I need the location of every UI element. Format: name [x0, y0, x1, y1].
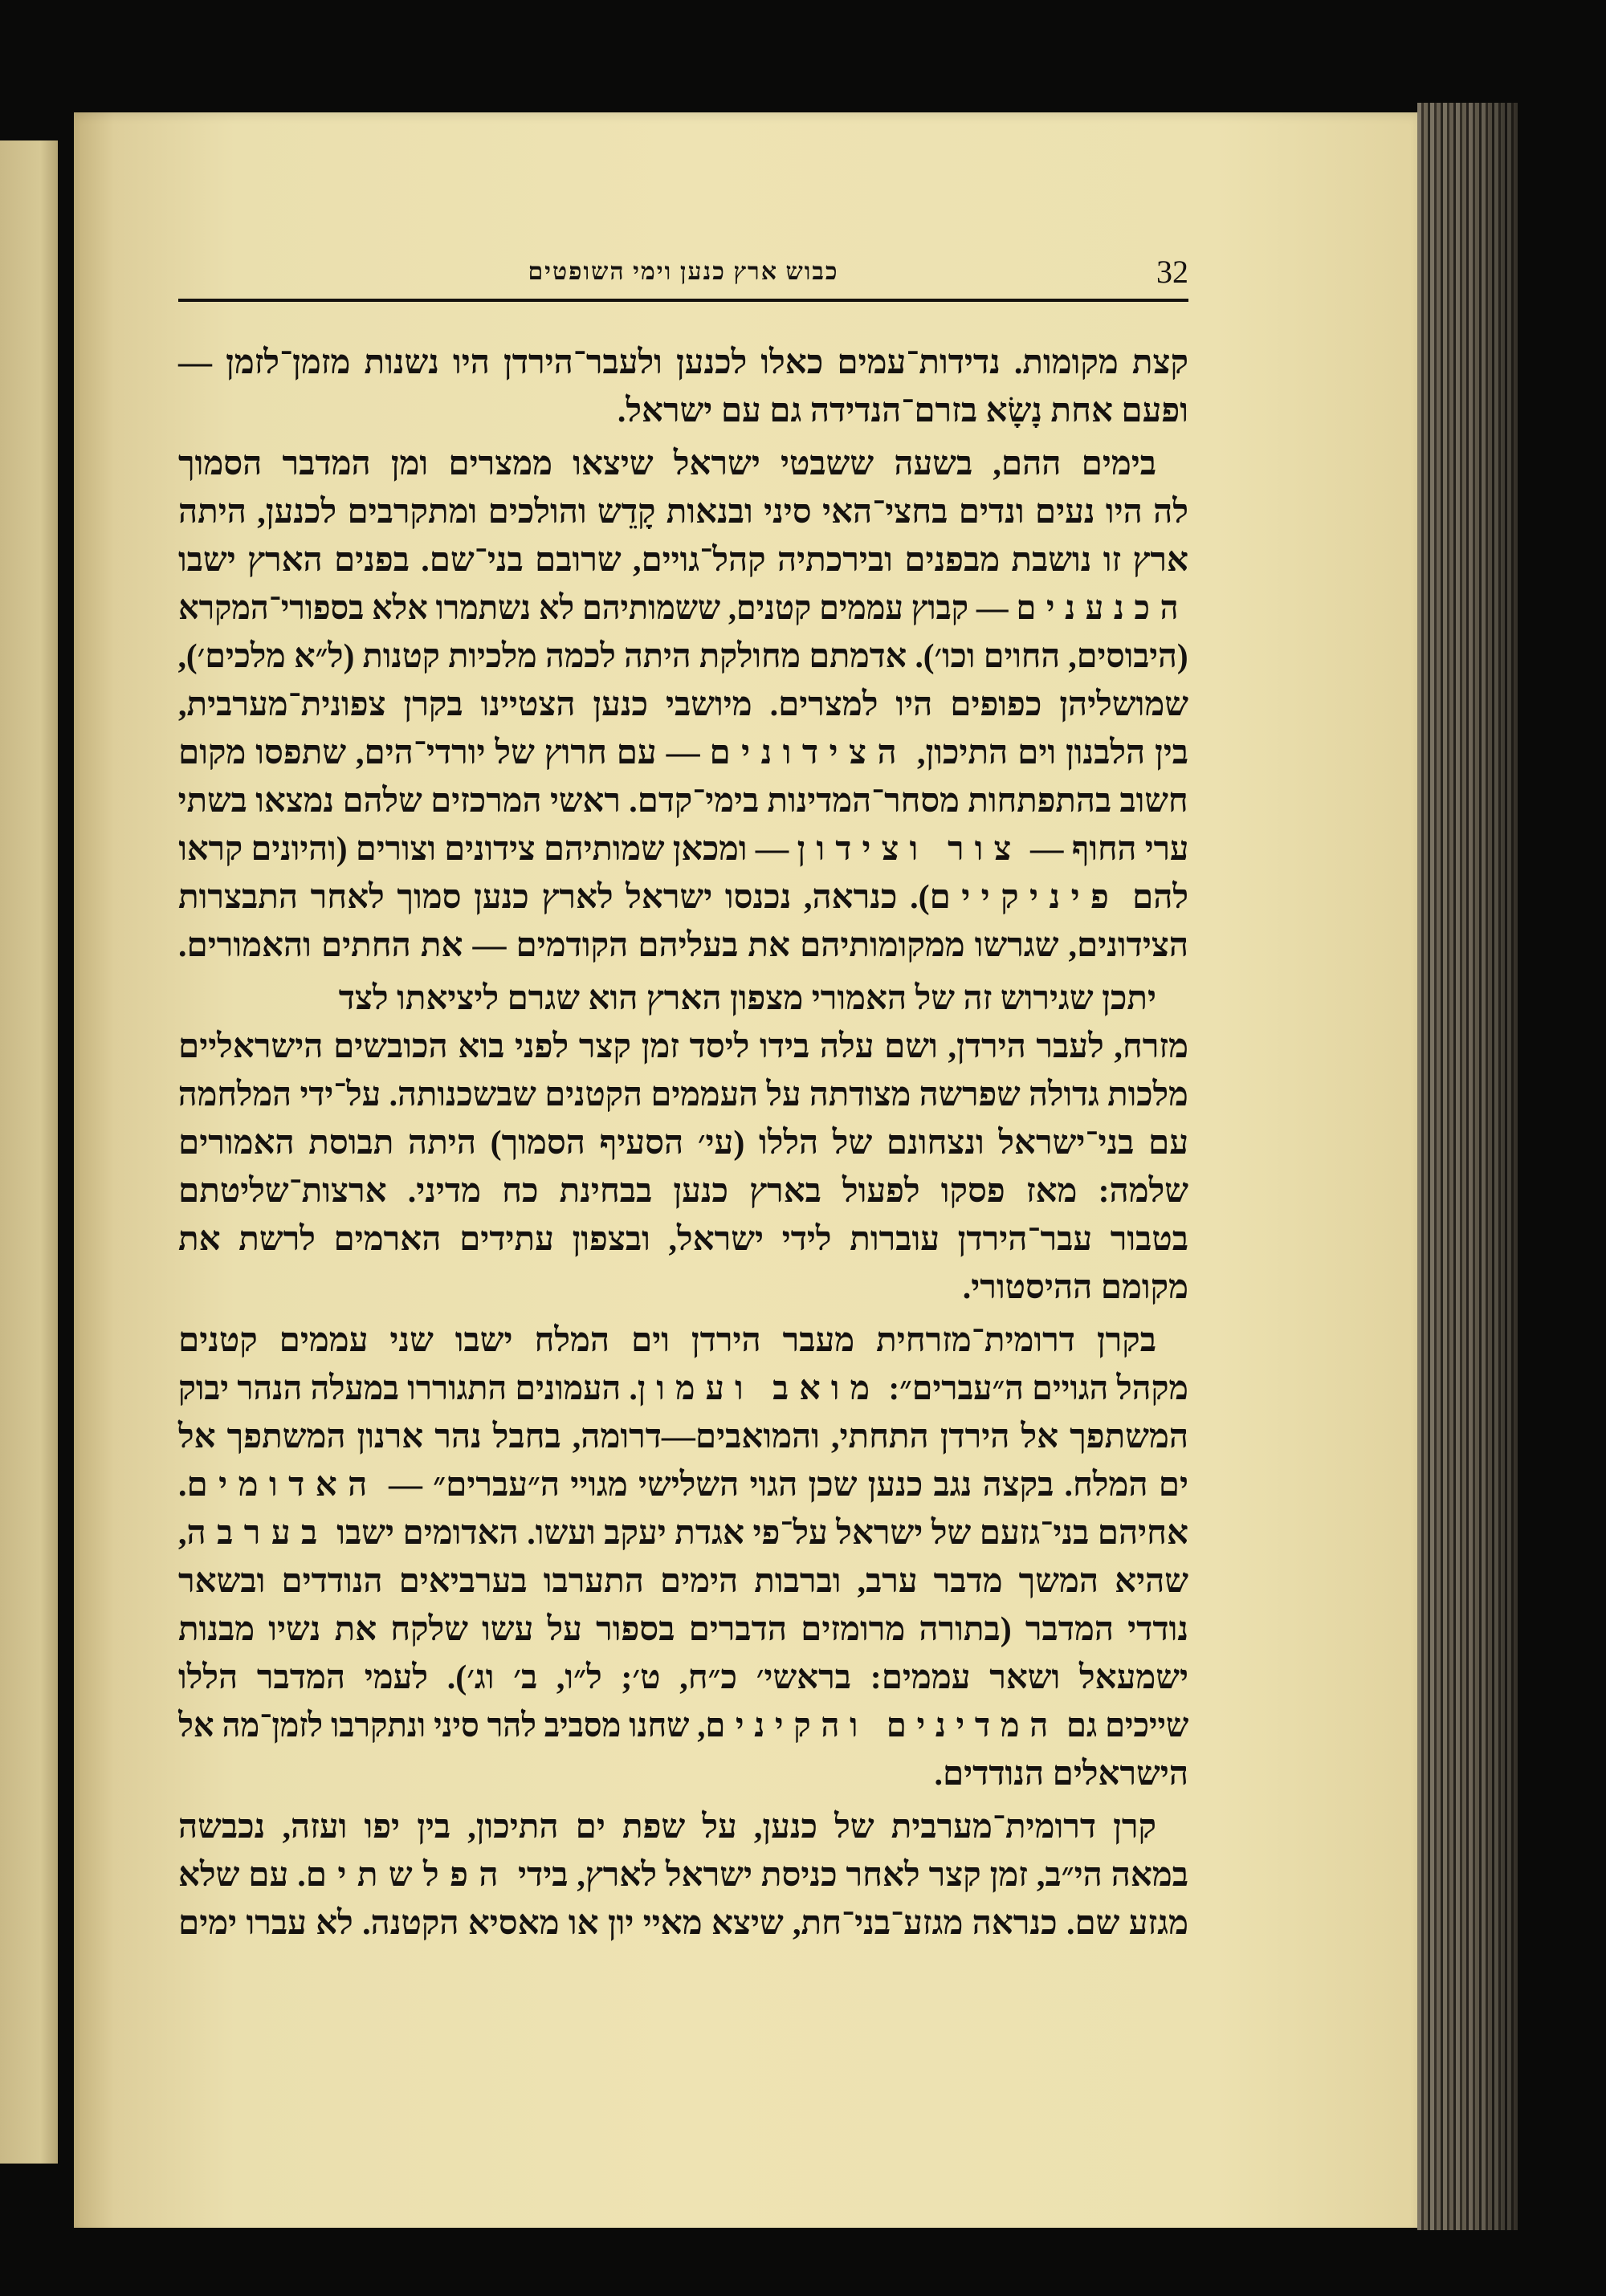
text-line — [178, 1702, 1188, 1750]
spaced-term: הפלשתים — [305, 1857, 510, 1894]
text-line-content: שלמה: מאז פסקו לפעול בארץ כנען בבחינת כח מדיני. ארצות־שליטתם — [178, 1173, 1188, 1210]
text-line — [178, 1071, 1188, 1119]
text-line — [178, 1023, 1188, 1071]
spaced-term: פיניקיים — [929, 879, 1120, 916]
text-line-content: לה היו נעים ונדים בחצי־האי סיני ובנאות קָדֵש והולכים ומתקרבים לכנען, היתה — [178, 494, 1188, 531]
text-line-content: מקומם ההיסטורי. — [962, 1269, 1188, 1306]
text-line-content: המשתפך אל הירדן התחתי, והמואבים—דרומה, בחבל נהר ארנון המשתפך אל — [178, 1419, 1188, 1455]
text-line — [178, 1557, 1188, 1606]
text-line-content — [178, 1702, 1188, 1750]
text-line-content: קצת מקומות. נדידות־עמים כאלו לכנען ולעבר־הירדן היו נשנות מזמן־לזמן — — [178, 344, 1188, 381]
text-line-content: שמושליהן כפופים היו למצרים. מיושבי כנען הצטיינו בקרן צפונית־מערבית, — [178, 686, 1188, 723]
text-line-content: מלכות גדולה שפרשה מצודתה על העממים הקטנים שבשכנותה. על־ידי המלחמה — [178, 1077, 1188, 1113]
text-segment: . העמונים התגוררו במעלה הנהר יבוק — [178, 1370, 638, 1407]
spaced-term: בערבה — [186, 1515, 328, 1552]
paragraph — [178, 1803, 1188, 1948]
text-segment: שייכים גם — [1058, 1708, 1188, 1744]
text-segment: להם — [1119, 879, 1188, 916]
text-line — [178, 1215, 1188, 1264]
text-line-content: עם בני־ישראל ונצחונם של הללו (עי׳ הסעיף הסמוך) היתה תבוסת האמורים — [178, 1125, 1188, 1162]
text-segment: בין הלבנון וים התיכון, — [907, 735, 1188, 771]
text-segment: , — [178, 1515, 187, 1552]
text-line — [178, 1899, 1188, 1948]
text-line-content — [178, 1509, 1188, 1557]
text-segment: . עם שלא — [177, 1857, 306, 1894]
text-segment: אחיהם בני־גזעם של ישראל על־פי אגדת יעקב ועשו. האדומים ישבו — [328, 1515, 1188, 1552]
text-line — [178, 536, 1188, 584]
text-line-content — [178, 825, 1188, 873]
text-line-content — [178, 1365, 1188, 1413]
text-segment: . — [178, 1467, 187, 1504]
text-line — [178, 777, 1188, 825]
text-line — [178, 1654, 1188, 1702]
text-line-content — [178, 1851, 1188, 1899]
text-line-content: בטבור עבר־הירדן עוברות לידי ישראל, ובצפון עתידים הארמים לרשת את — [178, 1221, 1188, 1258]
text-line — [178, 1119, 1188, 1167]
page-header — [178, 250, 1188, 294]
text-line-content: ישמעאל ושאר עממים: בראשי׳ כ״ח, ט׳; ל״ו, ב׳ וג׳). לעמי המדבר הללו — [178, 1659, 1188, 1696]
text-line-content: בימים ההם, בשעה ששבטי ישראל שיצאו ממצרים ומן המדבר הסמוך — [178, 446, 1156, 482]
text-line — [178, 681, 1188, 729]
text-line — [178, 1509, 1188, 1557]
text-line — [178, 339, 1188, 387]
text-line — [178, 584, 1188, 633]
text-line-content: יתכן שגירוש זה של האמורי מצפון הארץ הוא שגרם ליציאתו לצד — [338, 980, 1156, 1017]
text-line-content: הצידונים, שגרשו ממקומותיהם את בעליהם הקודמים — את החתים והאמורים. — [178, 927, 1188, 964]
text-line — [178, 1413, 1188, 1461]
text-line — [178, 1606, 1188, 1654]
paragraph — [178, 339, 1188, 435]
running-title: כבוש ארץ כנען וימי השופטים — [528, 259, 839, 285]
spaced-term: המדינים והקינים — [705, 1708, 1058, 1744]
text-line — [178, 1851, 1188, 1899]
text-line — [178, 975, 1188, 1023]
text-line — [178, 922, 1188, 970]
text-line — [178, 1461, 1188, 1509]
text-line-content: נודדי המדבר (בתורה מרומזים הדברים בספור על עשו שלקח את נשיו מבנות — [178, 1611, 1188, 1648]
text-segment: ים המלח. בקצה נגב כנען שכן הגוי השלישי מגויי ה״עברים״ — — [377, 1467, 1188, 1504]
paragraph — [178, 440, 1188, 970]
text-line — [178, 1317, 1188, 1365]
text-line — [178, 633, 1188, 681]
text-line — [178, 1750, 1188, 1798]
text-line — [178, 1365, 1188, 1413]
text-line-content: בקרן דרומית־מזרחית מעבר הירדן וים המלח ישבו שני עממים קטנים — [178, 1322, 1156, 1359]
text-line-content — [178, 584, 1188, 633]
header-rule — [178, 299, 1188, 302]
text-line — [178, 1803, 1188, 1851]
spaced-term: הכנענים — [1016, 590, 1188, 627]
text-segment: — קבוץ עממים קטנים, ששמותיהם לא נשתמרו אלא בספורי־המקרא — [178, 590, 1017, 627]
text-line — [178, 1264, 1188, 1312]
previous-page-edge — [0, 140, 58, 2164]
text-segment: מקהל הגויים ה״עברים״: — [880, 1370, 1188, 1407]
text-line — [178, 488, 1188, 536]
text-segment: — עם חרוץ של יורדי־הים, שתפסו מקום — [178, 735, 710, 771]
spaced-term: צור וצידון — [797, 831, 1022, 868]
text-line-content: קרן דרומית־מערבית של כנען, על שפת ים התיכון, בין יפו ועזה, נכבשה — [178, 1809, 1156, 1846]
text-line-content: הישראלים הנודדים. — [934, 1756, 1188, 1793]
page-stack-edges — [1417, 103, 1518, 2230]
paragraph — [178, 975, 1188, 1312]
text-line-content — [178, 873, 1188, 922]
text-segment: ). כנראה, נכנסו ישראל לארץ כנען סמוך לאחר התבצרות — [177, 879, 930, 916]
text-line — [178, 387, 1188, 435]
text-line-content: ופעם אחת נָשָׂא בזרם־הנדידה גם עם ישראל. — [617, 393, 1188, 429]
text-line-content: חשוב בהתפתחות מסחר־המדינות בימי־קדם. ראשי המרכזים שלהם נמצאו בשתי — [178, 783, 1188, 820]
text-line-content: מזרח, לעבר הירדן, ושם עלה בידו ליסד זמן קצר לפני בוא הכובשים הישראליים — [178, 1028, 1188, 1065]
text-line-content — [178, 729, 1188, 777]
text-segment: — ומכאן שמותיהם צידונים וצורים (והיונים קראו — [178, 831, 797, 868]
text-line — [178, 1167, 1188, 1215]
spaced-term: הצידונים — [709, 735, 908, 771]
text-segment: ערי החוף — — [1021, 831, 1188, 868]
text-line-content: שהיא המשך מדבר ערב, וברבות הימים התערבו בערביאים הנודדים ובשאר — [178, 1563, 1188, 1600]
spaced-term: מואב ועמון — [637, 1370, 881, 1407]
text-segment: במאה הי״ב, זמן קצר לאחר כניסת ישראל לארץ, בידי — [509, 1857, 1188, 1894]
text-line — [178, 729, 1188, 777]
text-line — [178, 440, 1188, 488]
page-number: 32 — [1156, 254, 1188, 290]
text-segment: , שחנו מסביב להר סיני ונתקרבו לזמן־מה אל — [178, 1708, 706, 1744]
text-line-content — [178, 1461, 1188, 1509]
text-line — [178, 873, 1188, 922]
text-line-content: (היבוסים, החוים וכו׳). אדמתם מחולקת היתה לכמה מלכיות קטנות (ל״א מלכים׳), — [178, 638, 1188, 675]
text-line-content: מגזע שם. כנראה מגזע־בני־חת, שיצא מאיי יון או מאסיא הקטנה. לא עברו ימים — [178, 1905, 1188, 1942]
paragraph — [178, 1317, 1188, 1798]
spaced-term: האדומים — [186, 1467, 378, 1504]
text-line — [178, 825, 1188, 873]
body-text — [178, 339, 1188, 1948]
text-line-content: ארץ זו נושבת מבפנים ובירכתיה קהל־גויים, שרובם בני־שם. בפנים הארץ ישבו — [178, 542, 1188, 579]
